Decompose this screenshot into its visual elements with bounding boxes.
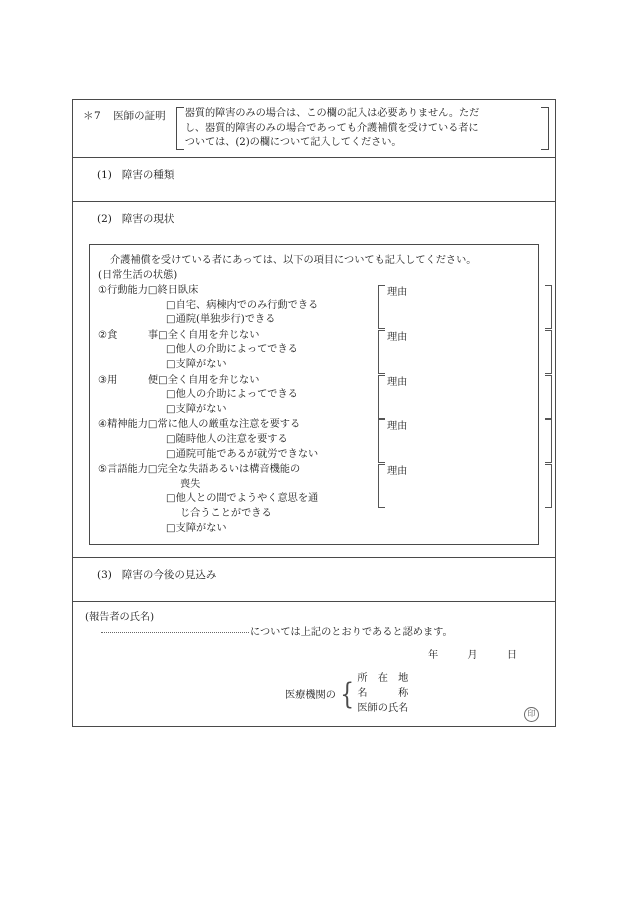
item-speech-capacity-option-1-cont: 喪失: [180, 478, 201, 490]
reason-bracket-right: [545, 285, 552, 329]
item-mental-capacity-number: ④: [98, 419, 108, 431]
reason-bracket-right: [545, 375, 552, 419]
item-mobility-number: ①: [98, 285, 108, 296]
item-mental-capacity-option-2[interactable]: □随時他人の注意を要する: [166, 433, 288, 445]
date-month-label[interactable]: 月: [467, 650, 478, 662]
section-3-prognosis: [73, 558, 555, 602]
note-bracket-right: [541, 107, 549, 150]
section-2-number: (2): [97, 213, 112, 225]
item-mobility-options: [98, 284, 366, 328]
item-mobility-option-2[interactable]: □自宅、病棟内でのみ行動できる: [166, 299, 319, 311]
item-speech-capacity-option-2-cont: じ合うことができる: [180, 507, 272, 519]
medical-institution-block: 医療機関の { 所 在 地 名 称 医師の氏名: [285, 673, 409, 715]
section-2-current-condition: [73, 202, 555, 558]
form-frame: [72, 99, 556, 727]
item-toileting-reason-field[interactable]: [378, 375, 552, 419]
section-3-number: (3): [97, 569, 112, 582]
item-mental-capacity-reason-field[interactable]: [378, 419, 552, 463]
header-title: 医師の証明: [113, 110, 166, 122]
section-3-heading: [97, 567, 545, 582]
item-eating-first-line: [98, 329, 366, 344]
item-toileting-reason-label: 理由: [387, 376, 408, 388]
certification-statement: については上記のとおりであると認めます。: [250, 627, 453, 639]
item-mobility-category: 行動能力: [107, 285, 148, 296]
reason-bracket-right: [545, 464, 552, 508]
item-speech-capacity-category: 言語能力: [107, 464, 148, 476]
item-speech-capacity-options: [98, 463, 366, 536]
item-eating-reason-label: 理由: [387, 331, 408, 343]
reason-bracket-right: [545, 330, 552, 374]
institution-name-field[interactable]: 名 称: [357, 688, 409, 700]
reason-bracket-left: [378, 375, 385, 419]
section-2-label: 障害の現状: [121, 213, 175, 225]
item-mental-capacity-first-line: [98, 418, 366, 433]
item-mobility-option-1[interactable]: □終日臥床: [147, 285, 199, 296]
section-1-number: (1): [97, 169, 112, 181]
date-line: [85, 646, 545, 661]
header-star-number: ＊7: [83, 110, 102, 122]
section-1-heading: [97, 167, 545, 182]
item-speech-capacity-option-3[interactable]: □支障がない: [166, 522, 227, 534]
item-mobility-option-3[interactable]: □通院(単独歩行)できる: [166, 314, 276, 326]
item-mobility-first-line: [98, 284, 366, 299]
item-speech-capacity-option-1[interactable]: □完全な失語あるいは構音機能の: [147, 464, 301, 476]
item-toileting: [98, 374, 532, 418]
item-speech-capacity-reason-label: 理由: [387, 466, 408, 478]
reason-bracket-left: [378, 330, 385, 374]
reason-bracket-right: [545, 419, 552, 463]
seal-stamp-icon[interactable]: 印: [524, 707, 539, 722]
item-toileting-category: 用 便: [107, 374, 159, 386]
item-mental-capacity: [98, 418, 532, 462]
reason-bracket-left: [378, 464, 385, 508]
date-day-label[interactable]: 日: [506, 650, 517, 662]
daily-living-panel: [89, 244, 539, 545]
item-toileting-options: [98, 374, 366, 418]
section-1-label: 障害の種類: [121, 169, 175, 181]
item-toileting-number: ③: [98, 374, 108, 386]
item-eating-option-1[interactable]: □全く自用を弁じない: [158, 329, 260, 341]
item-mobility: [98, 284, 532, 328]
reason-bracket-left: [378, 285, 385, 329]
item-eating-reason-field[interactable]: [378, 330, 552, 374]
section-3-label: 障害の今後の見込み: [121, 569, 217, 582]
medical-institution-label: 医療機関の: [285, 690, 336, 702]
signature-block: [73, 602, 555, 726]
item-eating-category: 食 事: [107, 329, 159, 341]
item-toileting-option-1[interactable]: □全く自用を弁じない: [158, 374, 260, 386]
header-note-line-2: し、器質的障害のみの場合であっても介護補償を受けている者に: [184, 122, 479, 134]
item-toileting-option-2[interactable]: □他人の介助によってできる: [166, 389, 298, 401]
medical-institution-fields: [357, 671, 408, 716]
item-speech-capacity-option-2[interactable]: □他人との間でようやく意思を通: [166, 493, 319, 505]
item-speech-capacity: [98, 463, 532, 536]
reporter-name-label: (報告者の氏名): [85, 612, 155, 624]
section-1-disability-type: [73, 158, 555, 202]
header-note-block: [176, 107, 549, 151]
item-speech-capacity-first-line: [98, 463, 366, 478]
note-bracket-left: [176, 107, 184, 150]
item-mental-capacity-category: 精神能力: [107, 419, 148, 431]
panel-lead-text: 介護補償を受けている者にあっては、以下の項目についても記入してください。: [110, 255, 477, 266]
item-mental-capacity-option-1[interactable]: □常に他人の厳重な注意を要する: [147, 419, 301, 431]
item-eating: [98, 329, 532, 373]
item-eating-option-3[interactable]: □支障がない: [166, 358, 227, 370]
item-speech-capacity-reason-field[interactable]: [378, 464, 552, 508]
reporter-name-input[interactable]: [101, 632, 249, 633]
item-mobility-reason-label: 理由: [387, 287, 408, 298]
item-mobility-reason-field[interactable]: [378, 285, 552, 329]
item-toileting-first-line: [98, 374, 366, 389]
header-row: [73, 100, 555, 158]
item-toileting-option-3[interactable]: □支障がない: [166, 403, 227, 415]
item-mental-capacity-options: [98, 418, 366, 462]
item-speech-capacity-number: ⑤: [98, 464, 108, 476]
item-mental-capacity-reason-label: 理由: [387, 421, 408, 433]
institution-address-field[interactable]: 所 在 地: [357, 673, 409, 685]
date-year-label[interactable]: 年: [427, 650, 439, 662]
panel-subtitle: (日常生活の状態): [98, 270, 178, 281]
doctor-name-field[interactable]: 医師の氏名: [357, 703, 409, 715]
certification-statement-line: [85, 625, 545, 640]
item-eating-options: [98, 329, 366, 373]
item-mental-capacity-option-3[interactable]: □通院可能であるが就労できない: [166, 448, 319, 460]
reason-bracket-left: [378, 419, 385, 463]
header-note-line-1: 器質的障害のみの場合は、この欄の記入は必要ありません。ただ: [184, 108, 480, 119]
item-eating-number: ②: [98, 329, 108, 341]
header-note-line-3: ついては、(2)の欄について記入してください。: [184, 137, 402, 149]
section-2-heading: [97, 211, 545, 226]
item-eating-option-2[interactable]: □他人の介助によってできる: [166, 344, 298, 356]
